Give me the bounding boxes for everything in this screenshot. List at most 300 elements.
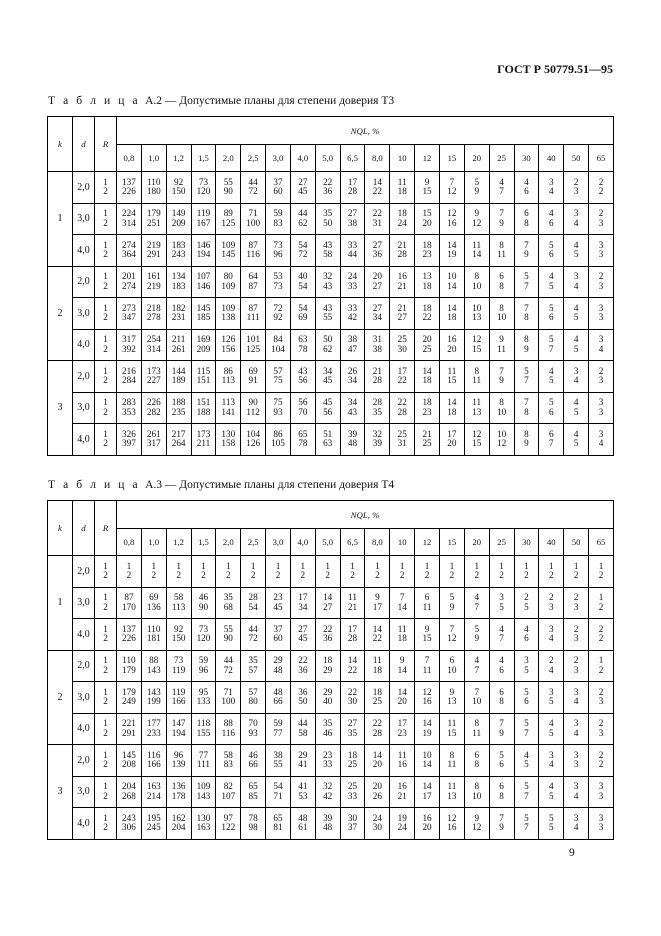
- value-line: 147: [171, 718, 186, 729]
- value-line: 87: [248, 280, 258, 291]
- value-line: 2: [449, 570, 455, 581]
- value-line: 18: [422, 397, 432, 408]
- value-line: 177: [146, 718, 161, 729]
- value-line: 72: [298, 249, 308, 260]
- value-cell: [166, 329, 191, 361]
- value-line: 6: [499, 781, 504, 792]
- value-line: 43: [298, 365, 308, 376]
- value-cell: [390, 808, 415, 840]
- value-cell: [241, 361, 266, 393]
- value-cell: [539, 392, 564, 424]
- value-line: 2: [598, 749, 604, 760]
- value-cell: [166, 298, 191, 330]
- value-line: 21: [397, 280, 407, 291]
- value-line: 268: [122, 790, 136, 801]
- table-row: [48, 808, 614, 840]
- value-line: 3: [598, 217, 604, 228]
- d-value-cell: 3,0: [73, 776, 95, 808]
- value-cell: [464, 556, 489, 588]
- value-line: 15: [472, 438, 482, 449]
- value-cell: [315, 266, 340, 298]
- value-line: 44: [298, 718, 308, 729]
- value-line: 8: [499, 790, 504, 801]
- nql-header-cell: 1,5: [191, 145, 216, 172]
- value-line: 19: [422, 727, 432, 738]
- nql-header-cell: 2,0: [216, 145, 241, 172]
- value-line: 274: [122, 280, 136, 291]
- value-line: 32: [323, 271, 333, 282]
- value-line: 6: [548, 217, 554, 228]
- value-cell: [191, 392, 216, 424]
- value-line: 47: [347, 343, 358, 354]
- value-cell: [415, 392, 440, 424]
- d-value-cell: 4,0: [73, 329, 95, 361]
- value-line: 34: [298, 601, 308, 612]
- value-cell: [415, 776, 440, 808]
- value-line: 18: [447, 312, 457, 323]
- value-cell: [141, 713, 166, 745]
- value-cell: [564, 172, 589, 204]
- value-cell: [564, 424, 589, 456]
- value-line: 122: [221, 822, 236, 833]
- value-cell: [564, 682, 589, 714]
- value-line: 115: [196, 365, 211, 376]
- value-cell: [514, 556, 539, 588]
- value-cell: [589, 650, 614, 682]
- value-line: 53: [298, 790, 308, 801]
- value-cell: [241, 172, 266, 204]
- value-cell: [290, 329, 315, 361]
- nql-header-cell: 3,0: [266, 145, 291, 172]
- value-line: 9: [499, 375, 504, 386]
- value-line: 85: [248, 790, 258, 801]
- value-line: 84: [273, 334, 283, 345]
- value-line: 2: [573, 176, 579, 187]
- value-line: 7: [474, 686, 480, 697]
- value-cell: [216, 745, 241, 777]
- value-line: 145: [122, 749, 136, 760]
- d-value-cell: 3,0: [73, 203, 95, 235]
- value-line: 4: [573, 397, 579, 408]
- value-line: 80: [223, 271, 233, 282]
- value-line: 18: [397, 208, 407, 219]
- value-cell: [266, 361, 291, 393]
- value-line: 12: [472, 334, 482, 345]
- value-cell: [439, 266, 464, 298]
- value-line: 28: [347, 633, 358, 644]
- value-line: 20: [422, 217, 432, 228]
- value-cell: [340, 361, 365, 393]
- value-line: 14: [447, 239, 457, 250]
- value-line: 264: [171, 438, 186, 449]
- value-cell: [340, 745, 365, 777]
- value-line: 69: [298, 312, 308, 323]
- value-cell: [589, 776, 614, 808]
- value-line: 233: [146, 727, 161, 738]
- value-line: 3: [598, 696, 604, 707]
- value-line: 8: [499, 239, 504, 250]
- value-cell: [365, 587, 390, 619]
- value-line: 9: [474, 208, 480, 219]
- value-line: 78: [248, 812, 258, 823]
- value-cell: [166, 808, 191, 840]
- value-line: 231: [171, 312, 186, 323]
- value-cell: [415, 203, 440, 235]
- value-cell: [266, 808, 291, 840]
- value-line: 12: [447, 208, 457, 219]
- value-line: 214: [146, 790, 161, 801]
- value-line: 19: [397, 812, 407, 823]
- value-line: 291: [122, 727, 136, 738]
- value-cell: [514, 619, 539, 651]
- value-line: 5: [524, 759, 529, 770]
- value-line: 4: [573, 375, 579, 386]
- d-value-cell: 2,0: [73, 745, 95, 777]
- r-line: 2: [103, 727, 108, 738]
- value-line: 107: [221, 790, 236, 801]
- value-line: 3: [573, 271, 579, 282]
- value-line: 5: [524, 271, 529, 282]
- value-cell: [216, 808, 241, 840]
- nql-header-cell: 40: [539, 529, 564, 556]
- value-line: 133: [196, 696, 211, 707]
- r-line: 1: [103, 239, 108, 250]
- r-line: 2: [103, 438, 108, 449]
- value-cell: [166, 172, 191, 204]
- value-line: 5: [548, 239, 554, 250]
- value-line: 16: [397, 759, 407, 770]
- value-line: 48: [273, 664, 283, 675]
- value-line: 13: [447, 696, 457, 707]
- value-cell: [415, 266, 440, 298]
- value-line: 5: [499, 601, 504, 612]
- value-cell: [439, 298, 464, 330]
- value-line: 4: [573, 302, 579, 313]
- value-line: 273: [122, 302, 136, 313]
- value-line: 71: [248, 208, 258, 219]
- value-line: 22: [397, 375, 407, 386]
- nql-header-cell: 65: [589, 145, 614, 172]
- value-line: 2: [424, 570, 430, 581]
- value-cell: [514, 298, 539, 330]
- value-line: 130: [221, 428, 236, 439]
- value-line: 17: [397, 718, 407, 729]
- value-cell: [266, 776, 291, 808]
- value-line: 4: [573, 822, 579, 833]
- value-cell: [489, 650, 514, 682]
- value-line: 34: [347, 397, 358, 408]
- value-cell: [539, 682, 564, 714]
- value-line: 3: [598, 375, 604, 386]
- value-line: 57: [248, 664, 258, 675]
- value-line: 21: [397, 302, 407, 313]
- value-line: 3: [598, 822, 604, 833]
- value-line: 5: [474, 623, 480, 634]
- value-line: 8: [474, 365, 480, 376]
- value-line: 4: [573, 334, 579, 345]
- value-cell: [141, 650, 166, 682]
- value-line: 46: [198, 592, 209, 603]
- value-cell: [365, 808, 390, 840]
- value-cell: [340, 424, 365, 456]
- value-line: 25: [372, 696, 382, 707]
- value-line: 25: [397, 428, 407, 439]
- value-line: 75: [273, 397, 283, 408]
- value-line: 73: [198, 623, 209, 634]
- value-line: 284: [122, 375, 136, 386]
- value-line: 34: [372, 312, 382, 323]
- value-line: 347: [122, 312, 136, 323]
- value-line: 139: [171, 759, 186, 770]
- value-line: 251: [146, 217, 161, 228]
- value-line: 226: [122, 633, 136, 644]
- value-cell: [340, 556, 365, 588]
- value-cell: [241, 745, 266, 777]
- value-cell: [415, 556, 440, 588]
- r-line: 2: [103, 312, 108, 323]
- value-line: 2: [474, 570, 480, 581]
- value-line: 10: [472, 790, 482, 801]
- value-line: 54: [248, 601, 258, 612]
- value-line: 10: [422, 749, 432, 760]
- value-line: 50: [323, 334, 333, 345]
- value-cell: [117, 329, 142, 361]
- value-cell: [290, 808, 315, 840]
- value-line: 12: [472, 428, 482, 439]
- value-line: 3: [598, 790, 604, 801]
- r-value-cell: [95, 392, 117, 424]
- value-line: 10: [496, 428, 507, 439]
- value-line: 2: [598, 208, 604, 219]
- value-line: 4: [573, 727, 579, 738]
- value-cell: [241, 682, 266, 714]
- value-cell: [439, 650, 464, 682]
- document-header: ГОСТ Р 50779.51—95: [497, 62, 613, 76]
- value-line: 5: [524, 601, 529, 612]
- value-line: 4: [524, 176, 529, 187]
- value-line: 1: [275, 560, 281, 571]
- nql-header-cell: 6,5: [340, 529, 365, 556]
- value-cell: [489, 266, 514, 298]
- nql-header-cell: 1,5: [191, 529, 216, 556]
- value-line: 24: [372, 812, 382, 823]
- value-cell: [489, 619, 514, 651]
- value-cell: [191, 745, 216, 777]
- value-line: 35: [248, 655, 258, 666]
- value-cell: [290, 713, 315, 745]
- value-line: 145: [196, 302, 211, 313]
- value-line: 17: [447, 428, 457, 439]
- value-line: 37: [273, 623, 283, 634]
- value-line: 3: [548, 176, 554, 187]
- nql-header-cell: 30: [514, 529, 539, 556]
- value-line: 17: [347, 623, 358, 634]
- value-line: 2: [250, 570, 256, 581]
- value-line: 18: [422, 280, 432, 291]
- value-cell: [390, 424, 415, 456]
- value-line: 58: [323, 249, 333, 260]
- r-line: 2: [103, 570, 108, 581]
- nql-header-cell: 1,0: [141, 145, 166, 172]
- value-line: 9: [524, 438, 529, 449]
- value-line: 104: [271, 343, 285, 354]
- value-line: 4: [524, 623, 529, 634]
- value-cell: [166, 745, 191, 777]
- value-line: 4: [499, 655, 504, 666]
- value-line: 107: [196, 271, 211, 282]
- value-cell: [191, 650, 216, 682]
- value-cell: [564, 713, 589, 745]
- value-line: 209: [196, 343, 211, 354]
- value-cell: [390, 361, 415, 393]
- value-line: 204: [171, 822, 186, 833]
- value-line: 28: [372, 397, 382, 408]
- value-line: 16: [422, 812, 432, 823]
- value-line: 4: [548, 718, 554, 729]
- value-cell: [514, 745, 539, 777]
- value-line: 1: [474, 560, 480, 571]
- value-line: 1: [350, 560, 355, 571]
- value-line: 2: [573, 592, 579, 603]
- value-cell: [489, 392, 514, 424]
- value-cell: [290, 556, 315, 588]
- value-line: 3: [598, 406, 604, 417]
- value-line: 10: [496, 406, 507, 417]
- value-cell: [166, 203, 191, 235]
- value-cell: [266, 587, 291, 619]
- value-cell: [340, 172, 365, 204]
- value-cell: [589, 745, 614, 777]
- value-line: 27: [372, 239, 382, 250]
- value-cell: [315, 329, 340, 361]
- value-line: 31: [372, 217, 382, 228]
- value-line: 2: [573, 655, 579, 666]
- value-line: 7: [524, 375, 529, 386]
- value-line: 179: [122, 664, 136, 675]
- value-cell: [390, 266, 415, 298]
- value-line: 41: [298, 781, 308, 792]
- value-cell: [464, 619, 489, 651]
- value-line: 278: [146, 312, 161, 323]
- value-line: 109: [221, 302, 236, 313]
- value-cell: [489, 361, 514, 393]
- value-cell: [241, 587, 266, 619]
- value-line: 110: [122, 655, 136, 666]
- value-line: 24: [397, 822, 407, 833]
- value-line: 15: [422, 633, 432, 644]
- value-line: 15: [472, 343, 482, 354]
- table-row: [48, 619, 614, 651]
- value-cell: [117, 361, 142, 393]
- value-line: 314: [122, 217, 136, 228]
- value-line: 22: [347, 686, 358, 697]
- value-line: 9: [449, 686, 455, 697]
- value-line: 125: [246, 343, 261, 354]
- value-line: 5: [548, 334, 554, 345]
- value-line: 7: [524, 822, 529, 833]
- value-cell: [216, 713, 241, 745]
- value-line: 11: [447, 759, 457, 770]
- value-line: 3: [573, 664, 579, 675]
- value-line: 29: [298, 749, 308, 760]
- value-line: 9: [474, 186, 480, 197]
- value-line: 2: [598, 623, 604, 634]
- value-line: 28: [248, 592, 258, 603]
- value-cell: [539, 266, 564, 298]
- value-cell: [464, 392, 489, 424]
- value-line: 18: [422, 302, 432, 313]
- value-line: 23: [273, 592, 283, 603]
- value-cell: [464, 361, 489, 393]
- value-cell: [117, 745, 142, 777]
- value-line: 20: [447, 343, 457, 354]
- value-line: 9: [424, 176, 430, 187]
- value-line: 167: [196, 217, 211, 228]
- value-line: 161: [146, 271, 161, 282]
- value-cell: [464, 745, 489, 777]
- k-value-cell: 1: [48, 556, 73, 651]
- value-line: 219: [146, 239, 161, 250]
- r-value-cell: [95, 203, 117, 235]
- value-line: 2: [548, 655, 554, 666]
- value-line: 219: [146, 280, 161, 291]
- value-line: 254: [146, 334, 161, 345]
- r-line: 1: [103, 271, 108, 282]
- value-line: 15: [447, 727, 457, 738]
- value-line: 110: [147, 623, 161, 634]
- value-line: 78: [298, 343, 308, 354]
- value-line: 105: [271, 438, 285, 449]
- value-line: 6: [499, 664, 504, 675]
- value-cell: [340, 203, 365, 235]
- value-cell: [166, 713, 191, 745]
- table-row: [48, 392, 614, 424]
- value-line: 14: [372, 623, 382, 634]
- value-cell: [464, 172, 489, 204]
- value-cell: [141, 619, 166, 651]
- value-line: 23: [422, 249, 432, 260]
- value-line: 30: [372, 822, 382, 833]
- nql-header-cell: 0,8: [117, 145, 142, 172]
- value-line: 126: [246, 438, 261, 449]
- value-cell: [390, 776, 415, 808]
- value-cell: [290, 392, 315, 424]
- value-line: 6: [548, 312, 554, 323]
- value-line: 113: [221, 375, 236, 386]
- value-line: 9: [524, 249, 529, 260]
- value-line: 22: [298, 655, 308, 666]
- value-cell: [539, 424, 564, 456]
- r-value-cell: [95, 235, 117, 267]
- table-a3-caption: [48, 479, 394, 491]
- value-line: 7: [474, 664, 480, 675]
- value-line: 92: [174, 176, 184, 187]
- value-line: 27: [372, 302, 382, 313]
- value-line: 69: [248, 365, 258, 376]
- r-line: 1: [103, 812, 108, 823]
- value-line: 4: [573, 428, 579, 439]
- value-line: 48: [273, 686, 283, 697]
- value-line: 25: [397, 334, 407, 345]
- value-line: 35: [323, 718, 333, 729]
- value-line: 6: [499, 759, 504, 770]
- value-line: 2: [126, 570, 132, 581]
- value-line: 4: [499, 623, 504, 634]
- value-line: 5: [548, 302, 554, 313]
- value-line: 29: [273, 655, 283, 666]
- value-line: 70: [248, 718, 258, 729]
- value-line: 14: [422, 759, 432, 770]
